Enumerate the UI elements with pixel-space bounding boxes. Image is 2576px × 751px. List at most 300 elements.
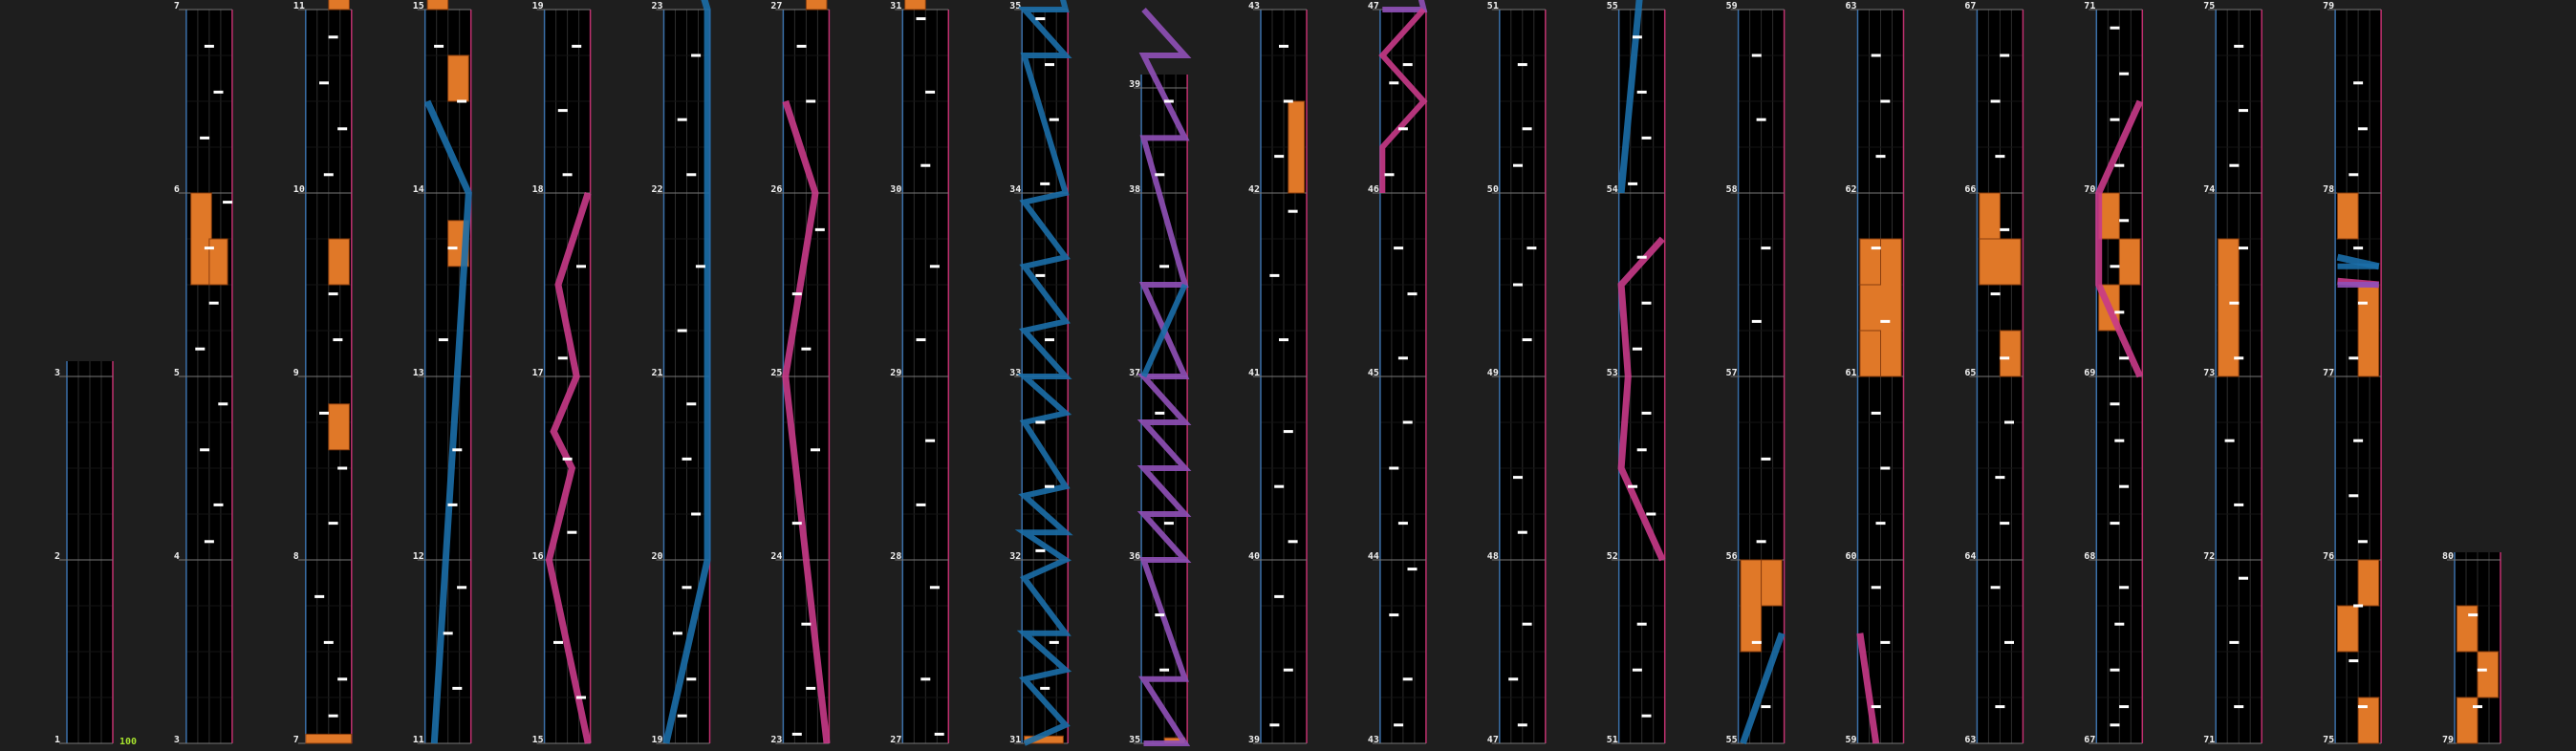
tap-note [1991,586,2001,589]
measure-number: 39 [1248,735,1261,745]
measure-number: 77 [2323,368,2335,378]
measure-number: 67 [2084,735,2096,745]
tap-note [314,595,324,598]
tap-note [2349,659,2358,662]
tap-note [686,677,696,680]
hold-note [2338,193,2359,239]
hold-note [329,404,350,450]
measure-number: 3 [173,735,180,745]
measure-number: 20 [651,551,663,562]
tap-note [1045,63,1054,66]
tap-note [1513,284,1523,287]
tap-note [917,17,926,20]
measure-number: 45 [1367,368,1379,378]
measure-number: 72 [2203,551,2216,562]
hold-note [209,239,227,285]
combo-counter: 100 [119,737,138,747]
measure-number: 1 [54,735,61,745]
measure-number: 52 [1606,551,1618,562]
measure-number: 67 [1964,1,1977,11]
tap-note [2473,705,2482,708]
tap-note [452,448,462,451]
tap-note [691,513,701,516]
tap-note [200,448,209,451]
tap-note [673,632,682,634]
measure-number: 29 [890,368,902,378]
tap-note [329,522,338,525]
tap-note [1642,715,1652,718]
tap-note [1035,549,1045,552]
tap-note [1637,623,1647,626]
tap-note [1035,17,1045,20]
tap-note [1633,348,1642,351]
tap-note [1155,412,1164,415]
tap-note [797,45,807,48]
hold-note [2358,285,2379,376]
measure-number: 18 [531,184,544,195]
measure-number: 73 [2203,368,2216,378]
hold-note [905,0,926,10]
measure-number: 31 [1009,735,1022,745]
tap-note [558,109,568,112]
measure-number: 24 [770,551,783,562]
tap-note [2353,605,2363,608]
tap-note [448,247,458,249]
measure-number: 80 [2442,551,2455,562]
tap-note [1284,669,1293,672]
tap-note [1523,338,1532,341]
tap-note [2349,494,2358,497]
tap-note [1385,173,1395,176]
measure-number: 68 [2084,551,2096,562]
measure-number: 15 [412,1,424,11]
hold-note [1762,560,1783,606]
tap-note [1040,182,1050,185]
tap-note [1761,705,1770,708]
hold-note [1980,239,2021,285]
measure-number: 6 [173,184,180,195]
tap-note [2114,164,2124,167]
hold-note [2338,606,2359,652]
tap-note [1389,81,1398,84]
tap-note [2111,669,2120,672]
tap-note [1880,320,1890,323]
tap-note [324,641,334,644]
tap-note [1633,35,1642,38]
tap-note [2119,219,2129,222]
measure-number: 39 [1129,79,1141,90]
tap-note [558,356,568,359]
measure-number: 43 [1248,1,1261,11]
measure-number: 7 [173,1,180,11]
measure-number: 79 [2323,1,2335,11]
measure-number: 63 [1845,1,1857,11]
tap-note [2119,73,2129,75]
hold-note [2119,239,2140,285]
tap-note [682,458,692,461]
measure-number: 74 [2203,184,2216,195]
measure-number: 27 [890,735,902,745]
tap-note [195,348,205,351]
hold-note [1741,560,1762,652]
tap-note [319,81,329,84]
tap-note [2111,522,2120,525]
tap-note [2353,247,2363,249]
tap-note [2111,723,2120,726]
tap-note [1752,320,1762,323]
measure-number: 9 [292,368,299,378]
tap-note [329,715,338,718]
tap-note [806,100,815,103]
hold-note [2358,560,2379,606]
tap-note [792,522,802,525]
tap-note [2229,302,2239,305]
tap-note [2358,302,2368,305]
tap-note [678,330,687,333]
tap-note [1155,613,1164,616]
tap-note [1394,247,1403,249]
tap-note [2114,623,2124,626]
measure-number: 35 [1129,735,1141,745]
tap-note [1274,485,1284,488]
measure-number: 13 [412,368,424,378]
tap-note [1408,292,1418,295]
measure-number: 46 [1367,184,1379,195]
hold-note [306,734,352,743]
measure-number: 14 [412,184,424,195]
measure-number: 66 [1964,184,1977,195]
tap-note [1284,100,1293,103]
tap-note [1642,302,1652,305]
hold-note [2358,697,2379,743]
tap-note [1872,412,1881,415]
measure-number: 3 [54,368,61,378]
tap-note [567,531,576,534]
tap-note [1050,118,1059,121]
tap-note [2349,356,2358,359]
tap-note [319,412,329,415]
tap-note [1637,256,1647,259]
tap-note [1757,540,1766,543]
tap-note [457,586,466,589]
tap-note [1523,623,1532,626]
measure-number: 15 [531,735,544,745]
tap-note [1752,54,1762,57]
tap-note [214,91,224,94]
tap-note [205,247,214,249]
tap-note [2225,440,2235,442]
tap-note [1872,54,1881,57]
tap-note [1995,705,2004,708]
tap-note [2239,577,2248,580]
tap-note [1628,182,1637,185]
tap-note [917,504,926,506]
measure-number: 47 [1367,1,1379,11]
measure-number: 47 [1486,735,1499,745]
tap-note [1403,421,1413,424]
tap-note [1880,467,1890,470]
hold-note [1980,193,2001,239]
tap-note [1040,687,1050,690]
measure-number: 34 [1009,184,1022,195]
tap-note [920,677,930,680]
tap-note [2114,440,2124,442]
tap-note [1880,100,1890,103]
measure-number: 33 [1009,368,1022,378]
tap-note [801,623,811,626]
tap-note [1523,127,1532,130]
tap-note [2358,127,2368,130]
tap-note [1513,164,1523,167]
measure-number: 36 [1129,551,1141,562]
measure-number: 19 [651,735,663,745]
hold-note [2457,606,2478,652]
tap-note [1761,458,1770,461]
tap-note [434,45,444,48]
tap-note [935,733,944,736]
tap-note [691,54,701,57]
tap-note [333,338,342,341]
measure-number: 16 [531,551,544,562]
tap-note [2004,421,2014,424]
tap-note [686,402,696,405]
tap-note [2119,586,2129,589]
tap-note [2000,522,2009,525]
tap-note [2111,27,2120,30]
tap-note [1628,485,1637,488]
measure-number: 42 [1248,184,1261,195]
hold-note [2000,331,2021,376]
tap-note [2234,45,2243,48]
tap-note [1633,669,1642,672]
tap-note [1045,485,1054,488]
tap-note [576,265,586,268]
tap-note [329,35,338,38]
tap-note [2468,613,2478,616]
tap-note [1155,173,1164,176]
measure-number: 22 [651,184,663,195]
measure-number: 2 [54,551,61,562]
tap-note [1159,265,1169,268]
measure-number: 58 [1725,184,1738,195]
tap-note [1513,476,1523,479]
tap-note [1288,210,1298,213]
tap-note [1398,356,1408,359]
measure-number: 11 [292,1,305,11]
tap-note [792,292,802,295]
measure-number: 37 [1129,368,1141,378]
tap-note [1269,723,1279,726]
tap-note [2234,705,2243,708]
measure-number: 51 [1606,735,1618,745]
measure-number: 50 [1486,184,1499,195]
tap-note [682,586,692,589]
tap-note [1389,613,1398,616]
measure-number: 23 [651,1,663,11]
measure-number: 48 [1486,551,1499,562]
tap-note [2229,164,2239,167]
tap-note [218,402,227,405]
measure-number: 56 [1725,551,1738,562]
tap-note [1872,247,1881,249]
tap-note [576,697,586,699]
measure-number: 12 [412,551,424,562]
tap-note [1389,467,1398,470]
tap-note [223,201,232,204]
measure-number: 10 [292,184,305,195]
tap-note [1398,127,1408,130]
measure-number: 38 [1129,184,1141,195]
measure-number: 43 [1367,735,1379,745]
tap-note [563,458,573,461]
measure-number: 21 [651,368,663,378]
tap-note [1526,247,1536,249]
hold-note [1860,239,1881,285]
tap-note [696,265,705,268]
tap-note [2119,356,2129,359]
hold-note [191,193,212,285]
measure-number: 75 [2203,1,2216,11]
tap-note [563,173,573,176]
tap-note [920,164,930,167]
measure-number: 4 [173,551,180,562]
measure-number: 63 [1964,735,1977,745]
measure-number: 30 [890,184,902,195]
tap-note [1050,641,1059,644]
measure-number: 51 [1486,1,1499,11]
tap-note [1876,155,1886,158]
tap-note [1761,247,1770,249]
tap-note [337,467,347,470]
measure-number: 70 [2084,184,2096,195]
tap-note [205,540,214,543]
tap-note [1518,531,1527,534]
measure-number: 40 [1248,551,1261,562]
tap-note [2004,641,2014,644]
tap-note [1637,91,1647,94]
tap-note [1164,100,1174,103]
tap-note [2111,265,2120,268]
measure-number: 59 [1725,1,1738,11]
tap-note [2353,440,2363,442]
measure-number: 76 [2323,551,2335,562]
tap-note [1159,669,1169,672]
measure-number: 32 [1009,551,1022,562]
hold-note [329,239,350,285]
tap-note [1269,274,1279,277]
tap-note [1518,63,1527,66]
tap-note [324,173,334,176]
measure-number: 53 [1606,368,1618,378]
tap-note [801,348,811,351]
tap-note [2119,485,2129,488]
tap-note [2111,118,2120,121]
tap-note [1274,595,1284,598]
tap-note [1398,522,1408,525]
tap-note [2000,356,2009,359]
hold-note [2457,697,2478,743]
tap-note [448,504,458,506]
measure-number: 5 [173,368,180,378]
measure-number: 78 [2323,184,2335,195]
tap-note [1394,723,1403,726]
tap-note [917,338,926,341]
tap-note [1403,63,1413,66]
tap-note [815,228,825,231]
measure-number: 23 [770,735,783,745]
tap-note [1995,155,2004,158]
tap-note [200,137,209,139]
tap-note [2114,311,2124,313]
tap-note [2119,705,2129,708]
hold-note [448,55,469,101]
measure-number: 26 [770,184,783,195]
hold-note [806,0,827,10]
measure-number: 75 [2323,735,2335,745]
hold-note [1860,331,1881,376]
measure-number: 71 [2084,1,2096,11]
tap-note [1757,118,1766,121]
tap-note [1642,137,1652,139]
hold-note [2219,239,2240,376]
tap-note [1035,274,1045,277]
tap-note [925,440,935,442]
tap-note [1637,448,1647,451]
tap-note [209,302,219,305]
tap-note [457,100,466,103]
tap-note [2239,247,2248,249]
measure-number: 17 [531,368,544,378]
tap-note [925,91,935,94]
measure-number: 71 [2203,735,2216,745]
tap-note [2234,356,2243,359]
tap-note [444,632,453,634]
tap-note [811,448,820,451]
tap-note [930,265,940,268]
tap-note [1991,292,2001,295]
tap-note [686,173,696,176]
measure-number: 55 [1606,1,1618,11]
tap-note [337,677,347,680]
tap-note [1518,723,1527,726]
tap-note [1880,641,1890,644]
hold-note [2478,652,2499,697]
tap-note [1872,586,1881,589]
tap-note [439,338,448,341]
measure-number: 19 [531,1,544,11]
measure-number: 41 [1248,368,1261,378]
measure-number: 31 [890,1,902,11]
hold-note [427,0,448,10]
measure-number: 64 [1964,551,1977,562]
tap-note [1164,522,1174,525]
measure-number: 7 [292,735,299,745]
tap-note [1288,540,1298,543]
tap-note [1752,641,1762,644]
measure-number: 69 [2084,368,2096,378]
measure-number: 59 [1845,735,1857,745]
tap-note [2229,641,2239,644]
tap-note [214,504,224,506]
tap-note [1991,100,2001,103]
tap-note [2234,504,2243,506]
measure-number: 79 [2442,735,2455,745]
tap-note [2349,173,2358,176]
measure-number: 28 [890,551,902,562]
tap-note [1876,522,1886,525]
tap-note [2000,54,2009,57]
tap-note [1274,155,1284,158]
